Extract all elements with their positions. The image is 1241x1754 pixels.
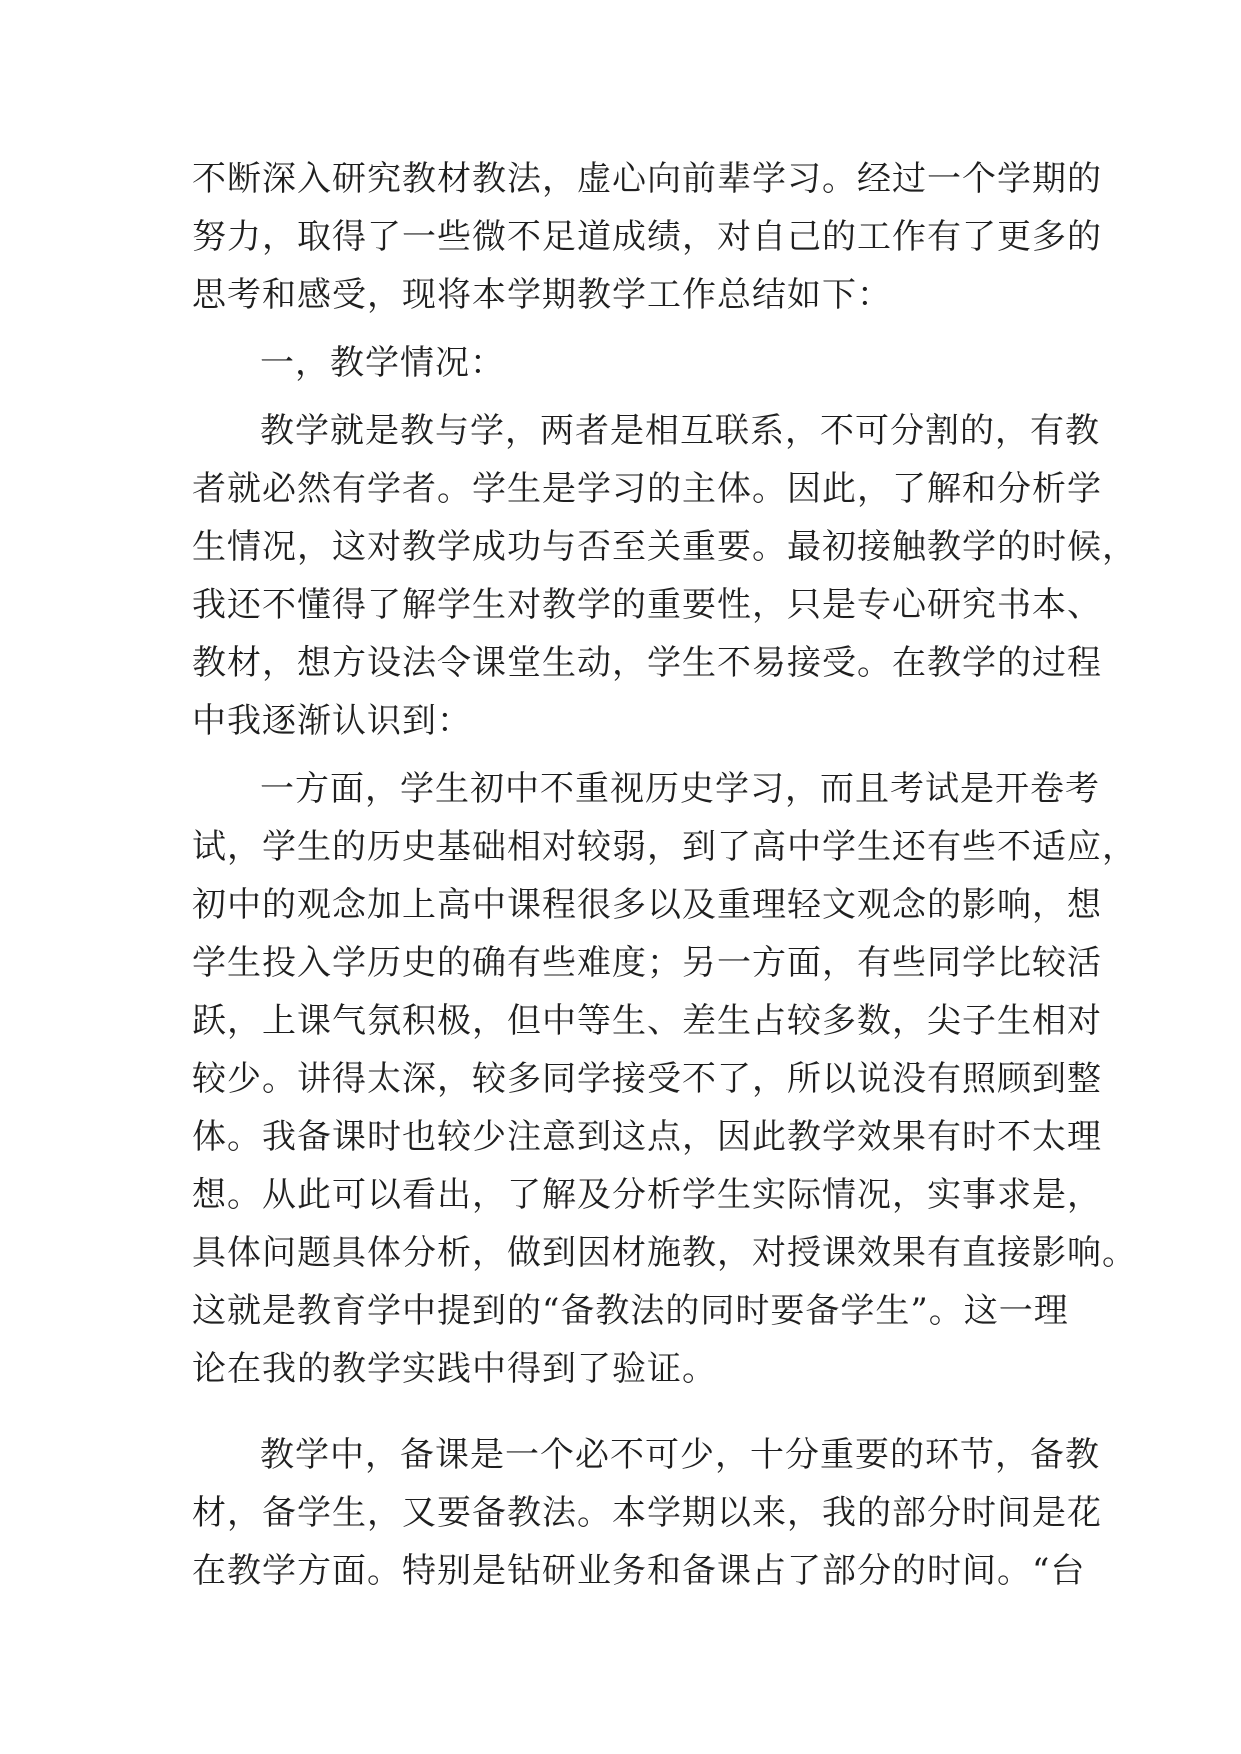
paragraph-preparation xyxy=(192,1426,1102,1600)
text-line: 学生投入学历史的确有些难度；另一方面，有些同学比较活 xyxy=(192,943,1102,983)
text-line: 试，学生的历史基础相对较弱，到了高中学生还有些不适应， xyxy=(192,827,1137,867)
text-line: 思考和感受，现将本学期教学工作总结如下： xyxy=(192,275,892,315)
text-line: 教材，想方设法令课堂生动，学生不易接受。在教学的过程 xyxy=(192,643,1102,683)
paragraph-intro xyxy=(192,150,1102,324)
text-line: 具体问题具体分析，做到因材施教，对授课效果有直接影响。 xyxy=(192,1233,1137,1273)
text-line: 教学就是教与学，两者是相互联系，不可分割的，有教 xyxy=(260,411,1100,451)
text-line: 材，备学生，又要备教法。本学期以来，我的部分时间是花 xyxy=(192,1493,1102,1533)
text-line: 论在我的教学实践中得到了验证。 xyxy=(192,1349,717,1389)
text-line: 者就必然有学者。学生是学习的主体。因此，了解和分析学 xyxy=(192,469,1102,509)
text-line: 一方面，学生初中不重视历史学习，而且考试是开卷考 xyxy=(260,769,1100,809)
paragraph-teaching xyxy=(192,402,1137,750)
text-line: 体。我备课时也较少注意到这点，因此教学效果有时不太理 xyxy=(192,1117,1102,1157)
text-line: 生情况，这对教学成功与否至关重要。最初接触教学的时候， xyxy=(192,527,1137,567)
text-line: 教学中，备课是一个必不可少，十分重要的环节，备教 xyxy=(260,1435,1100,1475)
document-body xyxy=(192,150,1137,1600)
text-line: 不断深入研究教材教法，虚心向前辈学习。经过一个学期的 xyxy=(192,159,1102,199)
text-line: 想。从此可以看出，了解及分析学生实际情况，实事求是， xyxy=(192,1175,1102,1215)
text-line: 这就是教育学中提到的“备教法的同时要备学生”。这一理 xyxy=(192,1291,1069,1331)
heading-line: 一，教学情况： xyxy=(260,343,505,383)
text-line: 努力，取得了一些微不足道成绩，对自己的工作有了更多的 xyxy=(192,217,1102,257)
text-line: 初中的观念加上高中课程很多以及重理轻文观念的影响，想 xyxy=(192,885,1102,925)
text-line: 在教学方面。特别是钻研业务和备课占了部分的时间。“台 xyxy=(192,1551,1086,1591)
text-line: 我还不懂得了解学生对教学的重要性，只是专心研究书本、 xyxy=(192,585,1102,625)
text-line: 跃，上课气氛积极，但中等生、差生占较多数，尖子生相对 xyxy=(192,1001,1102,1041)
text-line: 较少。讲得太深，较多同学接受不了，所以说没有照顾到整 xyxy=(192,1059,1102,1099)
text-line: 中我逐渐认识到： xyxy=(192,701,472,741)
paragraph-students xyxy=(192,760,1137,1398)
section-heading xyxy=(192,334,1052,392)
